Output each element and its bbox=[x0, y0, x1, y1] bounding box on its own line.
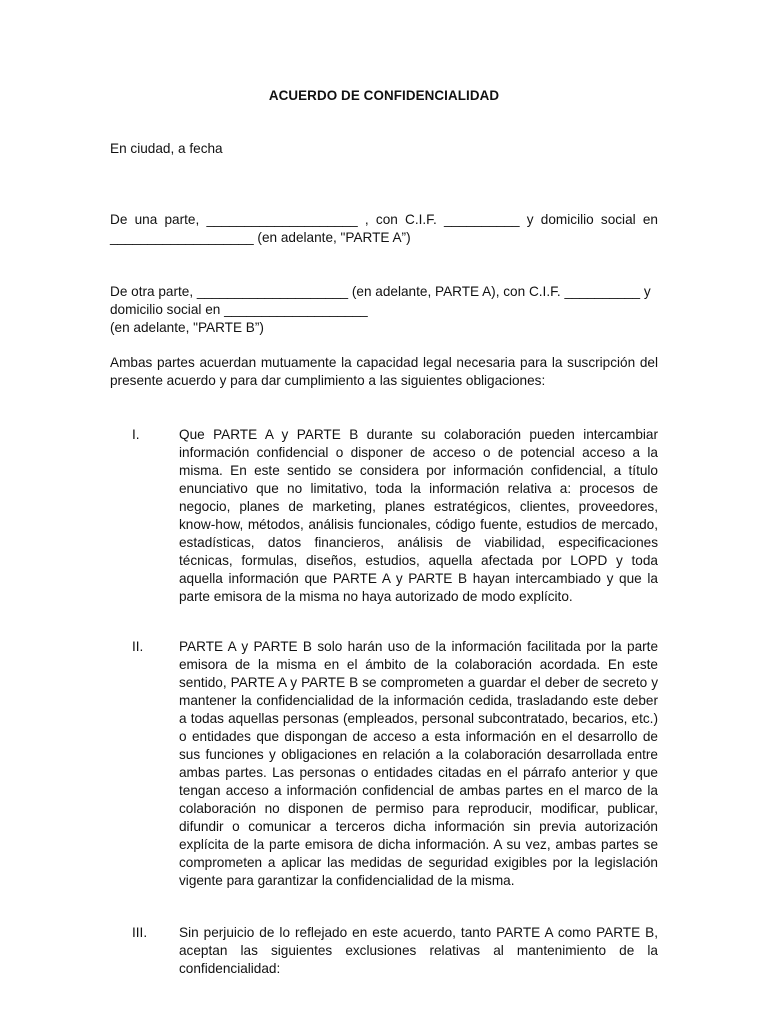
document-title: ACUERDO DE CONFIDENCIALIDAD bbox=[268, 88, 500, 103]
clause-text: PARTE A y PARTE B solo harán uso de la información facilitada por la parte emisora de la misma en el ámbito de la colaboración acordada. En este sentido, PARTE A y PARTE B se comprometen a guardar el deber de secreto y mantener la confidencialidad de la información cedida, trasladando este deber a todas aquellas personas (empleados, personal subcontratado, becarios, etc.) o entidades que dispongan de acceso a esta información en el desarrollo de sus funciones y obligaciones en relación a la colaboración desarrollada entre ambas partes. Las personas o entidades citadas en el párrafo anterior y que tengan acceso a información confidencial de ambas partes en el marco de la colaboración no disponen de permiso para reproducir, modificar, publicar, difundir o comunicar a terceros dicha información sin previa autorización explícita de la parte emisora de dicha información. A su vez, ambas partes se comprometen a aplicar las medidas de seguridad exigibles por la legislación vigente para garantizar la confidencialidad de la misma. bbox=[179, 639, 658, 888]
clause-number: II. bbox=[132, 639, 144, 654]
intro-paragraph: Ambas partes acuerdan mutuamente la capacidad legal necesaria para la suscripción del presente acuerdo y para dar cumplimiento a las siguientes obligaciones: bbox=[110, 355, 658, 388]
clause-text: Que PARTE A y PARTE B durante su colaboración pueden intercambiar información confidencial o disponer de acceso o de potencial acceso a la misma. En este sentido se considera por información confidencial, a título enunciativo que no limitativo, toda la información relativa a: procesos de negocio, planes de marketing, planes estratégicos, clientes, proveedores, know-how, métodos, análisis funcionales, código fuente, estudios de mercado, estadísticas, datos financieros, análisis de viabilidad, especificaciones técnicas, formulas, diseños, estudios, aquella afectada por LOPD y toda aquella información que PARTE A y PARTE B hayan intercambiado y que la parte emisora de la misma no haya autorizado de modo explícito. bbox=[179, 427, 658, 604]
party-b-line-2: (en adelante, "PARTE B”) bbox=[110, 320, 264, 335]
clause-text: Sin perjuicio de lo reflejado en este acuerdo, tanto PARTE A como PARTE B, aceptan las siguientes exclusiones relativas al mantenimiento de la confidencialidad: bbox=[179, 925, 658, 976]
clause-number: I. bbox=[132, 427, 140, 442]
city-date-line: En ciudad, a fecha bbox=[110, 141, 223, 156]
party-a-paragraph: De una parte, ____________________ , con C.I.F. __________ y domicilio social en ___________________ (en adelante, "PARTE A”) bbox=[110, 212, 658, 245]
party-b-line-1: De otra parte, ____________________ (en adelante, PARTE A), con C.I.F. __________ y domicilio social en ___________________ bbox=[110, 284, 651, 317]
party-b-paragraph bbox=[110, 283, 658, 337]
clause-number: III. bbox=[132, 925, 148, 940]
